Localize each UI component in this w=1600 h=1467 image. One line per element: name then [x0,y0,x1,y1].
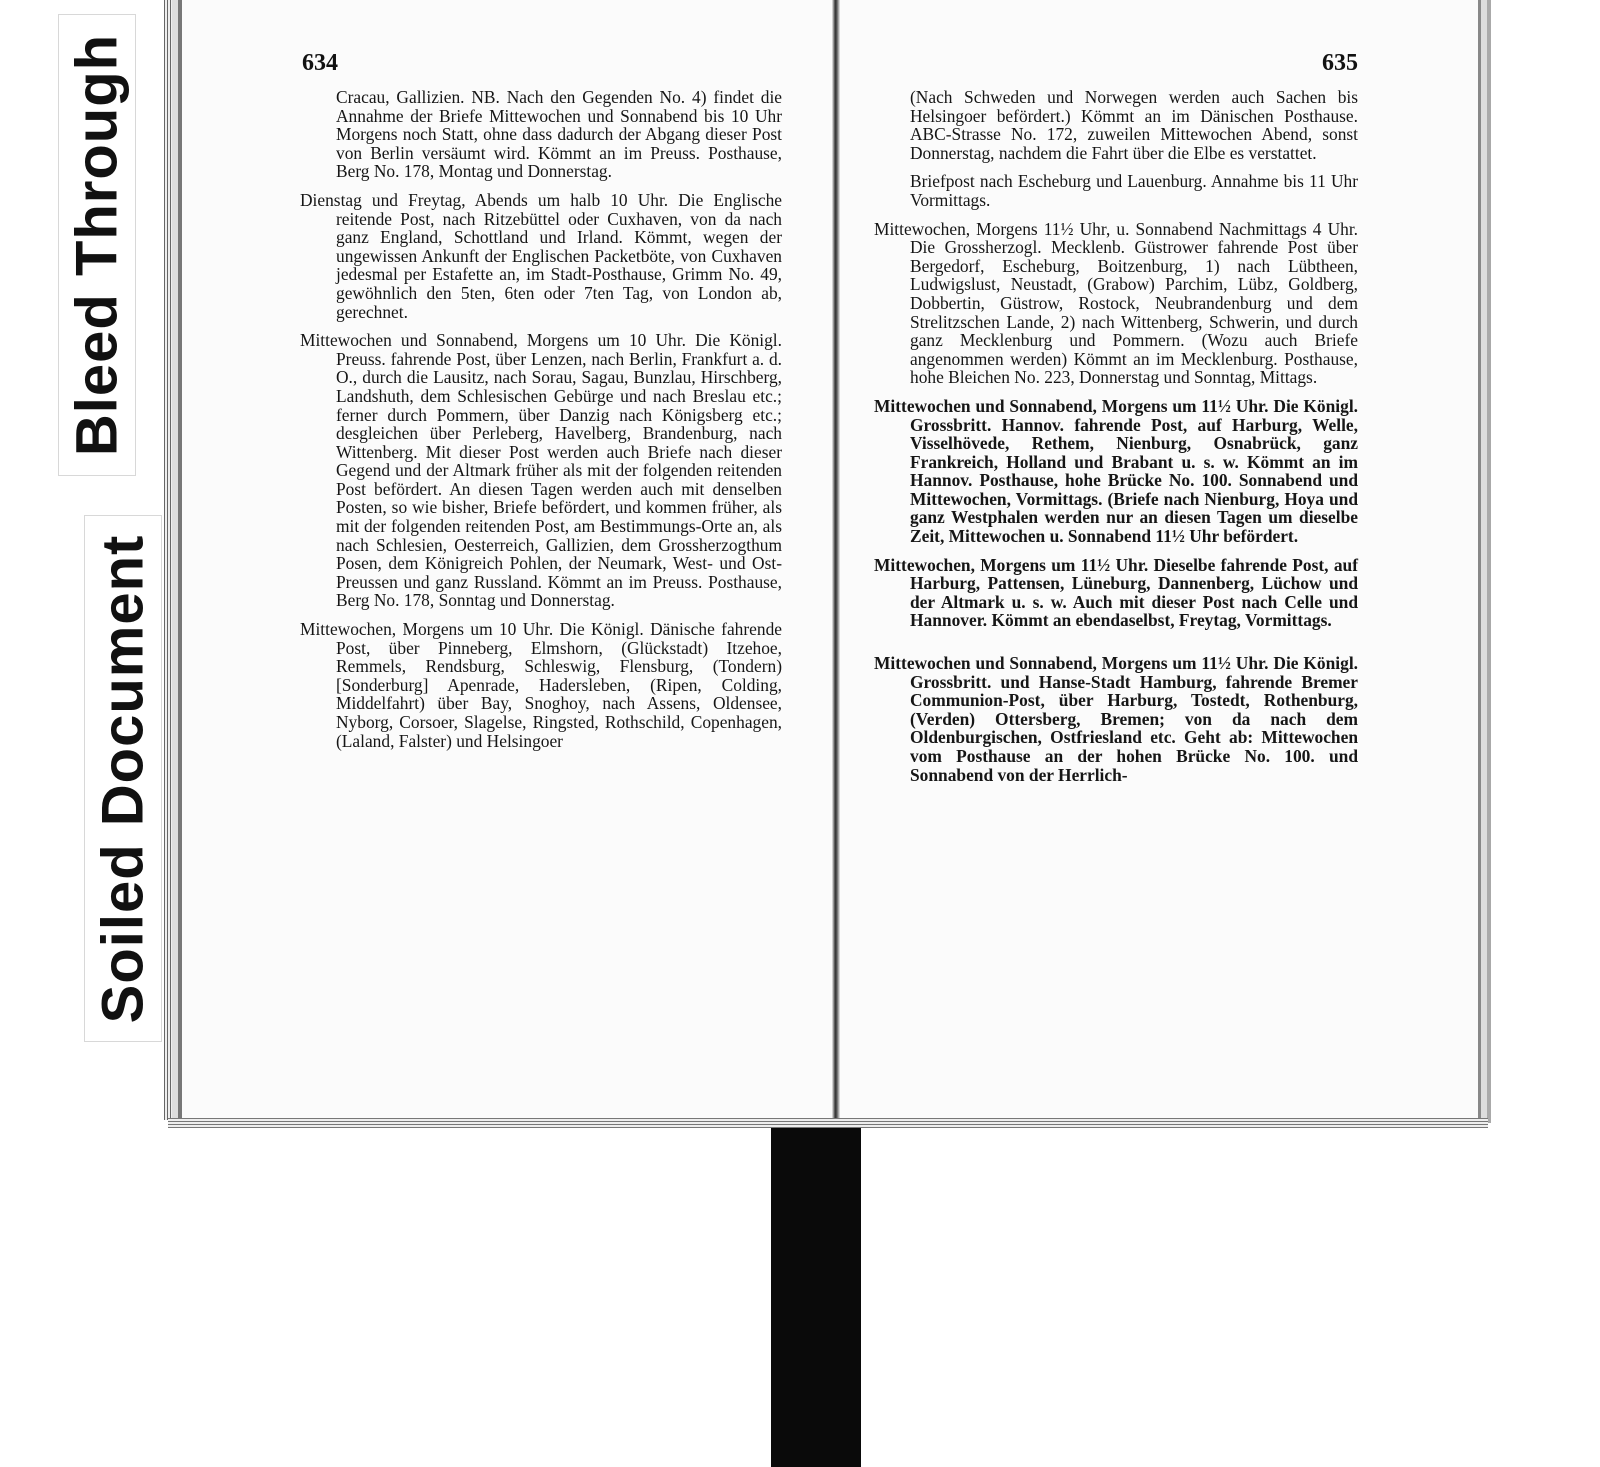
paragraph: Mittewochen und Sonnabend, Morgens um 11½ Uhr. Die Königl. Grossbritt. Hannov. fahrende Post, auf Harburg, Welle, Visselhövede, Rethem, Nienburg, Osnabrück, ganz Frankreich, Holland und Brabant u. s. w. Kömmt an im Hannov. Posthause, hohe Brücke No. 100. Sonnabend und Mittewochen, Vormittags. (Briefe nach Nienburg, Hoya und ganz Westphalen werden nur an diesen Tagen um dieselbe Zeit, Mittewochen u. Sonnabend 11½ Uhr befördert. [874,395,1358,547]
right-page [838,0,1481,1123]
spacer [874,640,1358,654]
right-page-text [874,88,1358,794]
paragraph: Mittewochen, Morgens um 11½ Uhr. Dieselbe fahrende Post, auf Harburg, Pattensen, Lüneburg, Dannenberg, Lüchow und der Altmark u. s. w. Auch mit dieser Post nach Celle und Hannover. Kömmt an ebendaselbst, Freytag, Vormittags. [874,554,1358,631]
paragraph: Briefpost nach Escheburg und Lauenburg. Annahme bis 11 Uhr Vormittags. [910,171,1358,210]
paragraph: Mittewochen und Sonnabend, Morgens um 11½ Uhr. Die Königl. Grossbritt. und Hanse-Stadt Hamburg, fahrende Bremer Communion-Post, über Harburg, Tostedt, Rothenburg, (Verden) Ottersberg, Bremen; von da nach dem Oldenburgischen, Ostfriesland etc. Geht ab: Mittewochen vom Posthause an der hohen Brücke No. 100. und Sonnabend von der Herrlich- [874,653,1358,785]
paragraph: Cracau, Gallizien. NB. Nach den Gegenden No. 4) findet die Annahme der Briefe Mittewochen und Sonnabend bis 10 Uhr Morgens noch Statt, ohne dass dadurch der Abgang dieser Post von Berlin versäumt wird. Kömmt an im Preuss. Posthause, Berg No. 178, Montag und Donnerstag. [336,87,782,182]
right-page-number: 635 [1322,50,1358,76]
open-book [168,0,1488,1135]
paragraph: Dienstag und Freytag, Abends um halb 10 Uhr. Die Englische reitende Post, nach Ritzebüttel oder Cuxhaven, von da nach ganz England, Schottland und Irland. Kömmt, wegen der ungewissen Ankunft der Englischen Packetböte, von Cuxhaven jedesmal per Estafette an, im Stadt-Posthause, Grimm No. 49, gewöhnlich den 5ten, 6ten oder 7ten Tag, von London ab, gerechnet. [300,189,782,322]
left-page-text [300,88,782,760]
book-bottom-edge [168,1118,1488,1128]
bookmark-ribbon [771,1128,861,1467]
book-gutter [832,0,840,1120]
paragraph: Mittewochen, Morgens um 10 Uhr. Die Königl. Dänische fahrende Post, über Pinneberg, Elmshorn, (Glückstadt) Itzehoe, Remmels, Rendsburg, Schleswig, Flensburg, (Tondern) [Sonderburg] Apenrade, Hadersleben, (Ripen, Colding, Middelfahrt) über Bay, Snoghoy, nach Assens, Oldensee, Nyborg, Corsoer, Slagelse, Ringsted, Rothschild, Copenhagen, (Laland, Falster) und Helsingoer [300,619,782,751]
left-page [178,0,842,1123]
paragraph: Mittewochen, Morgens 11½ Uhr, u. Sonnabend Nachmittags 4 Uhr. Die Grossherzogl. Mecklenb. Güstrower fahrende Post über Bergedorf, Escheburg, Boitzenburg, 1) nach Lübtheen, Ludwigslust, Neustadt, (Grabow) Parchim, Lübz, Goldberg, Dobbertin, Güstrow, Rostock, Neubrandenburg und dem Strelitzschen Lande, 2) nach Wittenberg, Schwerin, und durch ganz Mecklenburg und Pommern. (Wozu auch Briefe angenommen werden) Kömmt an im Mecklenburg. Posthause, hohe Bleichen No. 223, Donnerstag und Sonntag, Mittags. [874,218,1358,388]
bleed-through-label-box [58,14,136,476]
paragraph: Mittewochen und Sonnabend, Morgens um 10 Uhr. Die Königl. Preuss. fahrende Post, über Lenzen, nach Berlin, Frankfurt a. d. O., durch die Lausitz, nach Sorau, Sagau, Bunzlau, Hirschberg, Landshuth, dem Schlesischen Gebürge und nach Breslau etc.; ferner durch Pommern, über Danzig nach Königsberg etc.; desgleichen über Perleberg, Havelberg, Brandenburg, nach Wittenberg. Mit dieser Post werden auch Briefe nach dieser Gegend und der Altmark früher als mit der folgenden reitenden Post befördert. An diesen Tagen werden auch mit denselben Posten, so wie bisher, Briefe befördert, und kommen früher, als mit der folgenden reitenden Post, am Bestimmungs-Orte an, als nach Schlesien, Oesterreich, Gallizien, dem Grossherzogthum Posen, dem Königreich Pohlen, der Neumark, West- und Ost-Preussen und ganz Russland. Kömmt an im Preuss. Posthause, Berg No. 178, Sonntag und Donnerstag. [300,330,782,611]
soiled-document-label: Soiled Document [90,534,156,1023]
left-page-number: 634 [302,50,338,76]
soiled-document-label-box [84,515,162,1042]
paragraph: (Nach Schweden und Norwegen werden auch Sachen bis Helsingoer befördert.) Kömmt an im Dänischen Posthause. ABC-Strasse No. 172, zuweilen Mittewochen Abend, sonst Donnerstag, nachdem die Fahrt über die Elbe es verstattet. [910,87,1358,163]
bleed-through-label: Bleed Through [64,33,130,457]
